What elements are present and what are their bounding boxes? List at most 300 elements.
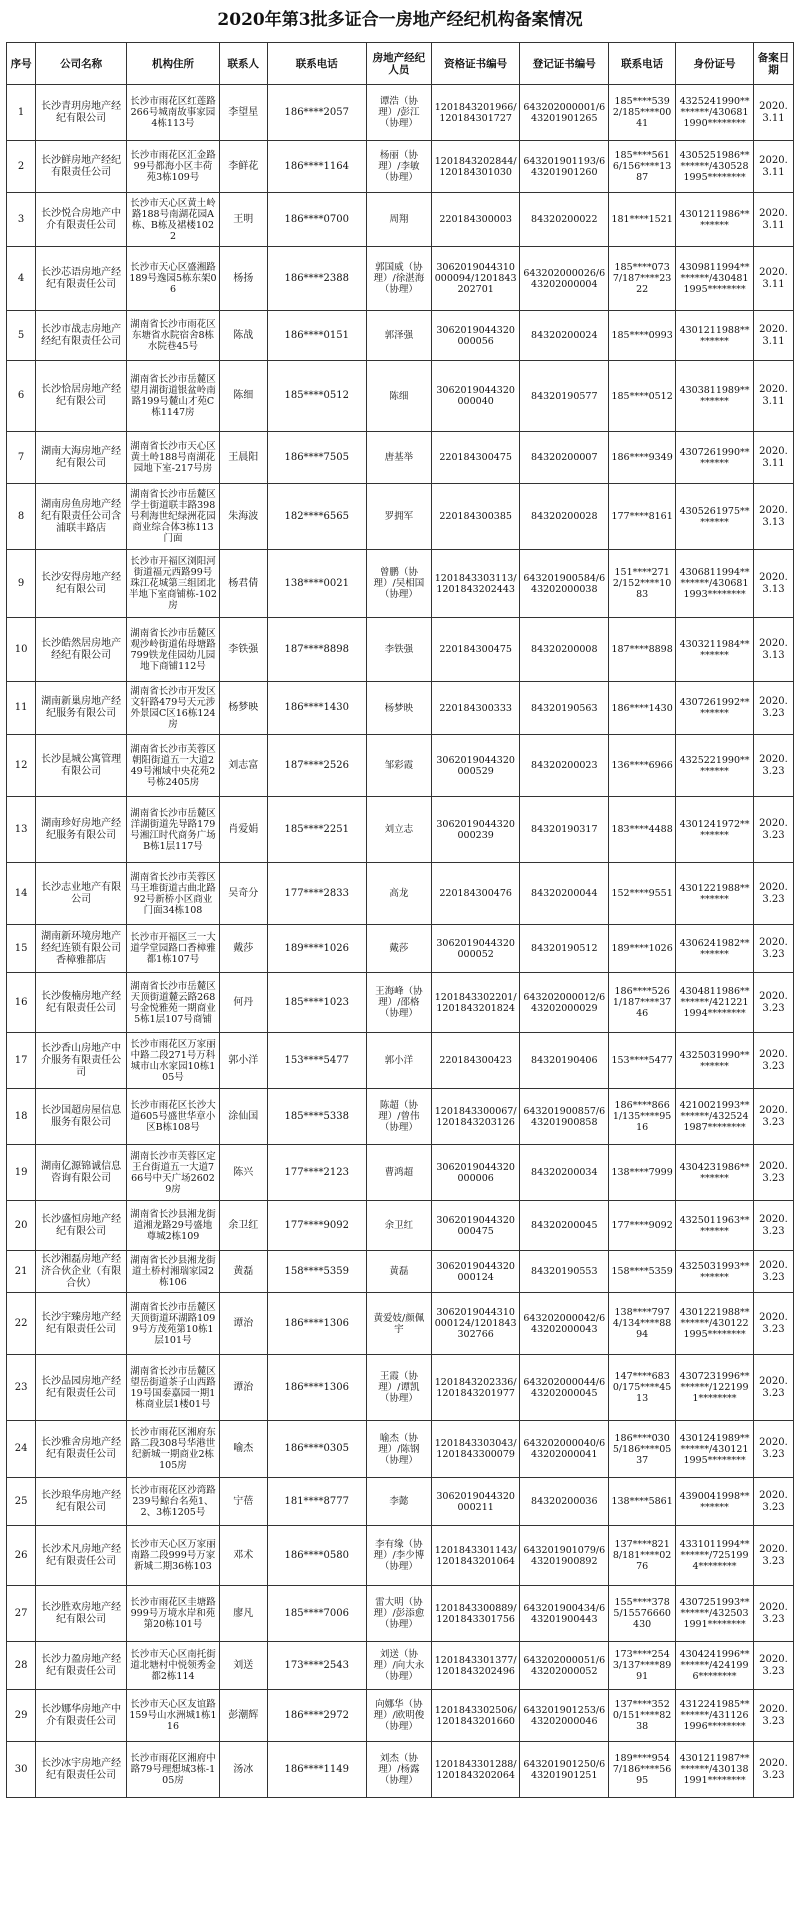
cell-reg: 84320190563 xyxy=(520,682,609,735)
cell-date: 2020.3.23 xyxy=(753,1526,793,1586)
table-row xyxy=(7,1742,794,1798)
cell-address: 长沙市开福区浏阳河街道福元西路99号珠江花城第三组团北半地下室商铺栋-102房 xyxy=(126,550,219,618)
col-header-cert: 资格证书编号 xyxy=(431,43,520,85)
cell-agent: 李懿 xyxy=(366,1478,431,1526)
cell-contact: 杨扬 xyxy=(219,247,267,311)
cell-contact: 何丹 xyxy=(219,973,267,1033)
col-header-date: 备案日期 xyxy=(753,43,793,85)
cell-company: 长沙品园房地产经纪有限责任公司 xyxy=(36,1355,127,1421)
cell-date: 2020.3.13 xyxy=(753,550,793,618)
cell-phone: 185****7006 xyxy=(267,1586,366,1642)
cell-reg: 84320200022 xyxy=(520,193,609,247)
cell-cert: 1201843302506/1201843201660 xyxy=(431,1690,520,1742)
cell-address: 湖南省长沙市雨花区东塘省水院宿舍8栋水院巷45号 xyxy=(126,311,219,361)
cell-phone: 186****0151 xyxy=(267,311,366,361)
cell-no: 30 xyxy=(7,1742,36,1798)
cell-reg: 84320200045 xyxy=(520,1201,609,1251)
cell-reg: 643202000012/643202000029 xyxy=(520,973,609,1033)
cell-phone: 153****5477 xyxy=(267,1033,366,1089)
cell-cert: 3062019044320000211 xyxy=(431,1478,520,1526)
cell-no: 8 xyxy=(7,484,36,550)
cell-no: 21 xyxy=(7,1251,36,1293)
cell-reg: 643202000001/643201901265 xyxy=(520,85,609,141)
cell-agent: 曾鹏（协理）/吴相国（协理） xyxy=(366,550,431,618)
cell-cert: 1201843301288/1201843202064 xyxy=(431,1742,520,1798)
cell-date: 2020.3.11 xyxy=(753,85,793,141)
cell-contact: 李望星 xyxy=(219,85,267,141)
cell-reg: 84320200007 xyxy=(520,432,609,484)
cell-id-no: 4325031990******** xyxy=(676,1033,754,1089)
cell-address: 长沙市天心区友谊路159号山水洲城1栋116 xyxy=(126,1690,219,1742)
cell-cert: 3062019044320000040 xyxy=(431,361,520,432)
cell-reg: 84320190406 xyxy=(520,1033,609,1089)
cell-agent: 王海峰（协理）/邵格（协理） xyxy=(366,973,431,1033)
cell-date: 2020.3.11 xyxy=(753,361,793,432)
cell-address: 湖南省长沙市岳麓区洋湖街道先导路179号湘江时代商务广场B栋1层117号 xyxy=(126,797,219,863)
cell-cert: 3062019044320000006 xyxy=(431,1145,520,1201)
cell-agent: 罗拥军 xyxy=(366,484,431,550)
cell-id-no: 4312241985********/4311261996******** xyxy=(676,1690,754,1742)
cell-cert: 220184300475 xyxy=(431,618,520,682)
cell-address: 湖南省长沙市开发区文轩路479号天元涉外景园C区16栋124房 xyxy=(126,682,219,735)
cell-phone: 158****5359 xyxy=(267,1251,366,1293)
col-header-contact: 联系人 xyxy=(219,43,267,85)
cell-agent: 余卫红 xyxy=(366,1201,431,1251)
cell-id-no: 4307251993********/4325031991******** xyxy=(676,1586,754,1642)
cell-agent: 唐基举 xyxy=(366,432,431,484)
cell-address: 湖南省长沙县湘龙街道土桥村湘瑞家园2栋106 xyxy=(126,1251,219,1293)
col-header-agent: 房地产经纪人员 xyxy=(366,43,431,85)
cell-cert: 220184300476 xyxy=(431,863,520,925)
cell-agent: 杨丽（协理）/李敏（协理） xyxy=(366,141,431,193)
cell-contact: 郭小洋 xyxy=(219,1033,267,1089)
cell-address: 湖南省长沙县湘龙街道湘龙路29号盛地尊城2栋109 xyxy=(126,1201,219,1251)
cell-company: 长沙鲜房地产经纪有限责任公司 xyxy=(36,141,127,193)
cell-address: 湖南长沙市芙蓉区定王台街道五一大道766号中天广场26029房 xyxy=(126,1145,219,1201)
cell-contact: 陈细 xyxy=(219,361,267,432)
cell-company: 长沙俊楠房地产经纪有限责任公司 xyxy=(36,973,127,1033)
cell-cert: 1201843202844/120184301030 xyxy=(431,141,520,193)
cell-contact: 杨梦映 xyxy=(219,682,267,735)
cell-date: 2020.3.11 xyxy=(753,311,793,361)
cell-address: 湖南省长沙市天心区黄土岭188号南湖花园地下室-217号房 xyxy=(126,432,219,484)
cell-id-no: 4325031993******** xyxy=(676,1251,754,1293)
cell-cert: 220184300003 xyxy=(431,193,520,247)
cell-contact: 李铁强 xyxy=(219,618,267,682)
cell-date: 2020.3.23 xyxy=(753,735,793,797)
cell-phone: 173****2543 xyxy=(267,1642,366,1690)
cell-no: 10 xyxy=(7,618,36,682)
cell-no: 20 xyxy=(7,1201,36,1251)
cell-date: 2020.3.23 xyxy=(753,925,793,973)
cell-address: 长沙市雨花区万家丽中路二段271号万科城市山水家园10栋105号 xyxy=(126,1033,219,1089)
cell-date: 2020.3.11 xyxy=(753,193,793,247)
cell-address: 湖南省长沙市岳麓区观沙岭街道佑母塘路799铁龙佳园幼儿园地下商铺112号 xyxy=(126,618,219,682)
cell-reg: 84320200008 xyxy=(520,618,609,682)
cell-reg: 643202000044/643202000045 xyxy=(520,1355,609,1421)
cell-agent-phone: 183****4488 xyxy=(609,797,676,863)
cell-address: 长沙市天心区万家丽南路二段999号万家新城二期36栋103 xyxy=(126,1526,219,1586)
cell-contact: 彭潮辉 xyxy=(219,1690,267,1742)
cell-agent: 刘立志 xyxy=(366,797,431,863)
cell-contact: 肖爱娟 xyxy=(219,797,267,863)
cell-reg: 643202000040/643202000041 xyxy=(520,1421,609,1478)
cell-date: 2020.3.13 xyxy=(753,618,793,682)
table-row xyxy=(7,550,794,618)
cell-cert: 3062019044310000094/1201843202701 xyxy=(431,247,520,311)
cell-company: 长沙术凡房地产经纪有限责任公司 xyxy=(36,1526,127,1586)
cell-phone: 181****8777 xyxy=(267,1478,366,1526)
col-header-agent-phone: 联系电话 xyxy=(609,43,676,85)
cell-agent-phone: 185****5392/185****0041 xyxy=(609,85,676,141)
cell-phone: 186****7505 xyxy=(267,432,366,484)
cell-agent: 向娜华（协理）/欧明俊（协理） xyxy=(366,1690,431,1742)
cell-id-no: 4301211987********/4301381991******** xyxy=(676,1742,754,1798)
cell-date: 2020.3.23 xyxy=(753,863,793,925)
cell-cert: 3062019044320000475 xyxy=(431,1201,520,1251)
cell-address: 湖南省长沙市岳麓区天顶街道环湖路1099号方茂苑第10栋1层101号 xyxy=(126,1293,219,1355)
table-row xyxy=(7,735,794,797)
cell-cert: 1201843303043/1201843300079 xyxy=(431,1421,520,1478)
cell-company: 长沙琅华房地产经纪有限公司 xyxy=(36,1478,127,1526)
table-row xyxy=(7,1690,794,1742)
cell-date: 2020.3.23 xyxy=(753,1089,793,1145)
cell-company: 长沙雅舍房地产经纪有限责任公司 xyxy=(36,1421,127,1478)
cell-contact: 涂仙国 xyxy=(219,1089,267,1145)
cell-phone: 177****9092 xyxy=(267,1201,366,1251)
cell-id-no: 4307261992******** xyxy=(676,682,754,735)
cell-address: 湖南省长沙市芙蓉区马王堆街道古曲北路92号新桥小区商业门面34栋108 xyxy=(126,863,219,925)
cell-agent-phone: 185****0512 xyxy=(609,361,676,432)
cell-contact: 刘送 xyxy=(219,1642,267,1690)
cell-agent: 杨梦映 xyxy=(366,682,431,735)
cell-agent-phone: 138****5861 xyxy=(609,1478,676,1526)
cell-address: 湖南省长沙市岳麓区天顶街道麓云路268号金悦雅苑一期商业5栋1层107号商铺 xyxy=(126,973,219,1033)
cell-agent: 郭小洋 xyxy=(366,1033,431,1089)
cell-id-no: 4305261975******** xyxy=(676,484,754,550)
cell-agent-phone: 186****1430 xyxy=(609,682,676,735)
cell-reg: 643201900584/643202000038 xyxy=(520,550,609,618)
cell-agent-phone: 155****3785/15576660430 xyxy=(609,1586,676,1642)
cell-contact: 谭治 xyxy=(219,1355,267,1421)
cell-agent: 黄磊 xyxy=(366,1251,431,1293)
cell-agent-phone: 186****8661/135****9516 xyxy=(609,1089,676,1145)
cell-company: 长沙冰宇房地产经纪有限责任公司 xyxy=(36,1742,127,1798)
cell-agent: 雷大明（协理）/彭添愈（协理） xyxy=(366,1586,431,1642)
cell-no: 2 xyxy=(7,141,36,193)
cell-company: 长沙娜华房地产中介有限责任公司 xyxy=(36,1690,127,1742)
cell-id-no: 4325241990********/4306811990******** xyxy=(676,85,754,141)
cell-address: 湖南省长沙市岳麓区望月湖街道银盆岭南路199号麓山才苑C栋1147房 xyxy=(126,361,219,432)
cell-agent: 刘送（协理）/向大永（协理） xyxy=(366,1642,431,1690)
cell-id-no: 4301241972******** xyxy=(676,797,754,863)
table-row xyxy=(7,1586,794,1642)
cell-company: 长沙志业地产有限公司 xyxy=(36,863,127,925)
cell-company: 长沙宇臻房地产经纪有限责任公司 xyxy=(36,1293,127,1355)
table-row xyxy=(7,85,794,141)
cell-id-no: 4390041998******** xyxy=(676,1478,754,1526)
table-body xyxy=(7,85,794,1798)
cell-no: 7 xyxy=(7,432,36,484)
cell-address: 长沙市雨花区汇金路99号都海小区丰荷苑3栋109号 xyxy=(126,141,219,193)
cell-cert: 1201843302201/1201843201824 xyxy=(431,973,520,1033)
cell-date: 2020.3.23 xyxy=(753,1586,793,1642)
cell-no: 14 xyxy=(7,863,36,925)
cell-phone: 186****2388 xyxy=(267,247,366,311)
cell-agent: 李有缘（协理）/李少博（协理） xyxy=(366,1526,431,1586)
cell-reg: 643201900434/643201900443 xyxy=(520,1586,609,1642)
cell-phone: 186****1149 xyxy=(267,1742,366,1798)
cell-agent-phone: 185****0737/187****2322 xyxy=(609,247,676,311)
cell-agent: 高龙 xyxy=(366,863,431,925)
cell-id-no: 4301241989********/4301211995******** xyxy=(676,1421,754,1478)
cell-no: 5 xyxy=(7,311,36,361)
cell-phone: 138****0021 xyxy=(267,550,366,618)
cell-agent-phone: 173****2543/137****8991 xyxy=(609,1642,676,1690)
cell-no: 25 xyxy=(7,1478,36,1526)
cell-date: 2020.3.23 xyxy=(753,1355,793,1421)
cell-agent-phone: 153****5477 xyxy=(609,1033,676,1089)
table-row xyxy=(7,193,794,247)
cell-no: 16 xyxy=(7,973,36,1033)
cell-phone: 186****0305 xyxy=(267,1421,366,1478)
cell-phone: 186****0580 xyxy=(267,1526,366,1586)
cell-no: 12 xyxy=(7,735,36,797)
cell-reg: 84320200028 xyxy=(520,484,609,550)
cell-no: 6 xyxy=(7,361,36,432)
cell-agent-phone: 152****9551 xyxy=(609,863,676,925)
cell-no: 26 xyxy=(7,1526,36,1586)
cell-phone: 182****6565 xyxy=(267,484,366,550)
cell-phone: 187****2526 xyxy=(267,735,366,797)
cell-contact: 陈战 xyxy=(219,311,267,361)
cell-no: 28 xyxy=(7,1642,36,1690)
cell-company: 湖南大海房地产经纪有限公司 xyxy=(36,432,127,484)
cell-agent-phone: 189****9547/186****5695 xyxy=(609,1742,676,1798)
cell-contact: 刘志富 xyxy=(219,735,267,797)
cell-id-no: 4309811994********/4304811995******** xyxy=(676,247,754,311)
cell-cert: 1201843300889/1201843301756 xyxy=(431,1586,520,1642)
cell-cert: 1201843300067/1201843203126 xyxy=(431,1089,520,1145)
table-row xyxy=(7,973,794,1033)
cell-reg: 643201901250/643201901251 xyxy=(520,1742,609,1798)
cell-cert: 1201843201966/120184301727 xyxy=(431,85,520,141)
cell-agent: 曹鸿超 xyxy=(366,1145,431,1201)
cell-date: 2020.3.11 xyxy=(753,432,793,484)
cell-contact: 朱海波 xyxy=(219,484,267,550)
cell-phone: 186****1430 xyxy=(267,682,366,735)
cell-date: 2020.3.23 xyxy=(753,1251,793,1293)
cell-phone: 186****2972 xyxy=(267,1690,366,1742)
cell-address: 长沙市雨花区圭塘路999号万境水岸和苑第20栋101号 xyxy=(126,1586,219,1642)
cell-date: 2020.3.11 xyxy=(753,141,793,193)
cell-no: 27 xyxy=(7,1586,36,1642)
cell-id-no: 4301221988******** xyxy=(676,863,754,925)
cell-date: 2020.3.23 xyxy=(753,973,793,1033)
col-header-company: 公司名称 xyxy=(36,43,127,85)
cell-id-no: 4306241982******** xyxy=(676,925,754,973)
cell-agent: 陈细 xyxy=(366,361,431,432)
cell-id-no: 4307261990******** xyxy=(676,432,754,484)
table-row xyxy=(7,432,794,484)
cell-cert: 220184300423 xyxy=(431,1033,520,1089)
table-row xyxy=(7,1355,794,1421)
registration-table xyxy=(6,42,794,1798)
table-row xyxy=(7,141,794,193)
cell-contact: 廖凡 xyxy=(219,1586,267,1642)
cell-cert: 3062019044320000239 xyxy=(431,797,520,863)
cell-agent-phone: 177****8161 xyxy=(609,484,676,550)
cell-phone: 186****1164 xyxy=(267,141,366,193)
cell-contact: 汤冰 xyxy=(219,1742,267,1798)
col-header-reg: 登记证书编号 xyxy=(520,43,609,85)
col-header-phone: 联系电话 xyxy=(267,43,366,85)
cell-reg: 84320200034 xyxy=(520,1145,609,1201)
table-row xyxy=(7,1089,794,1145)
cell-agent-phone: 151****2712/152****1083 xyxy=(609,550,676,618)
table-row xyxy=(7,925,794,973)
cell-id-no: 4325221990******** xyxy=(676,735,754,797)
cell-reg: 643202000026/643202000004 xyxy=(520,247,609,311)
cell-company: 长沙青玥房地产经纪有限公司 xyxy=(36,85,127,141)
cell-company: 长沙芯语房地产经纪有限责任公司 xyxy=(36,247,127,311)
table-row xyxy=(7,797,794,863)
cell-company: 湖南新巢房地产经纪服务有限公司 xyxy=(36,682,127,735)
cell-company: 长沙皓然居房地产经纪有限公司 xyxy=(36,618,127,682)
cell-cert: 3062019044320000124 xyxy=(431,1251,520,1293)
cell-cert: 1201843202336/1201843201977 xyxy=(431,1355,520,1421)
cell-id-no: 4301211988******** xyxy=(676,311,754,361)
cell-id-no: 4304241996********/4241996******** xyxy=(676,1642,754,1690)
cell-id-no: 4304811986********/4212211994******** xyxy=(676,973,754,1033)
cell-cert: 3062019044320000529 xyxy=(431,735,520,797)
cell-contact: 吴奇分 xyxy=(219,863,267,925)
cell-cert: 1201843303113/1201843202443 xyxy=(431,550,520,618)
cell-phone: 186****1306 xyxy=(267,1293,366,1355)
col-header-address: 机构住所 xyxy=(126,43,219,85)
cell-contact: 黄磊 xyxy=(219,1251,267,1293)
cell-company: 湖南亿源锦诚信息咨询有限公司 xyxy=(36,1145,127,1201)
cell-date: 2020.3.23 xyxy=(753,682,793,735)
cell-address: 长沙市雨花区湘府东路二段308号华港世纪新城一期商业2栋105房 xyxy=(126,1421,219,1478)
cell-phone: 185****2251 xyxy=(267,797,366,863)
cell-agent-phone: 186****5261/187****3746 xyxy=(609,973,676,1033)
cell-agent-phone: 137****3520/151****8238 xyxy=(609,1690,676,1742)
cell-agent-phone: 136****6966 xyxy=(609,735,676,797)
cell-contact: 邓术 xyxy=(219,1526,267,1586)
cell-cert: 3062019044320000052 xyxy=(431,925,520,973)
cell-contact: 李鲜花 xyxy=(219,141,267,193)
table-row xyxy=(7,1526,794,1586)
cell-agent: 郭泽强 xyxy=(366,311,431,361)
cell-reg: 643201901193/643201901260 xyxy=(520,141,609,193)
cell-agent: 邹彩霞 xyxy=(366,735,431,797)
cell-company: 湖南新环境房地产经纪连锁有限公司香樟雅都店 xyxy=(36,925,127,973)
cell-reg: 84320200024 xyxy=(520,311,609,361)
col-header-no: 序号 xyxy=(7,43,36,85)
cell-no: 19 xyxy=(7,1145,36,1201)
cell-address: 长沙市天心区黄土岭路188号南湖花园A栋、B栋及裙楼1022 xyxy=(126,193,219,247)
cell-no: 4 xyxy=(7,247,36,311)
cell-phone: 189****1026 xyxy=(267,925,366,973)
cell-date: 2020.3.23 xyxy=(753,1742,793,1798)
cell-agent: 黄爱妓/颜佩宇 xyxy=(366,1293,431,1355)
cell-company: 湖南房鱼房地产经纪有限责任公司含浦联丰路店 xyxy=(36,484,127,550)
cell-id-no: 4307231996********/1221991******** xyxy=(676,1355,754,1421)
cell-date: 2020.3.23 xyxy=(753,1145,793,1201)
table-row xyxy=(7,1478,794,1526)
table-row xyxy=(7,1421,794,1478)
col-header-id: 身份证号 xyxy=(676,43,754,85)
cell-company: 长沙昆城公寓管理有限公司 xyxy=(36,735,127,797)
table-row xyxy=(7,247,794,311)
cell-id-no: 4301211986******** xyxy=(676,193,754,247)
cell-phone: 185****0512 xyxy=(267,361,366,432)
cell-phone: 186****0700 xyxy=(267,193,366,247)
cell-company: 长沙湘磊房地产经济合伙企业（有限合伙） xyxy=(36,1251,127,1293)
cell-agent-phone: 185****0993 xyxy=(609,311,676,361)
cell-no: 23 xyxy=(7,1355,36,1421)
cell-cert: 1201843301377/1201843202496 xyxy=(431,1642,520,1690)
cell-reg: 84320200044 xyxy=(520,863,609,925)
cell-reg: 84320190512 xyxy=(520,925,609,973)
cell-company: 长沙市战志房地产经纪有限责任公司 xyxy=(36,311,127,361)
cell-company: 长沙力盈房地产经纪有限责任公司 xyxy=(36,1642,127,1690)
cell-cert: 220184300385 xyxy=(431,484,520,550)
cell-phone: 177****2833 xyxy=(267,863,366,925)
cell-company: 长沙盛恒房地产经纪有限公司 xyxy=(36,1201,127,1251)
cell-agent-phone: 138****7999 xyxy=(609,1145,676,1201)
cell-company: 长沙恰居房地产经纪有限公司 xyxy=(36,361,127,432)
cell-no: 13 xyxy=(7,797,36,863)
table-row xyxy=(7,361,794,432)
cell-id-no: 4303811989******** xyxy=(676,361,754,432)
cell-reg: 84320190553 xyxy=(520,1251,609,1293)
cell-id-no: 4301221988********/4301221995******** xyxy=(676,1293,754,1355)
cell-reg: 84320200036 xyxy=(520,1478,609,1526)
cell-reg: 643201900857/643201900858 xyxy=(520,1089,609,1145)
document-title: 2020年第3批多证合一房地产经纪机构备案情况 xyxy=(217,10,583,30)
cell-address: 长沙市雨花区长沙大道605号盛世华章小区B栋108号 xyxy=(126,1089,219,1145)
cell-phone: 186****2057 xyxy=(267,85,366,141)
cell-phone: 185****5338 xyxy=(267,1089,366,1145)
cell-agent-phone: 158****5359 xyxy=(609,1251,676,1293)
cell-date: 2020.3.13 xyxy=(753,484,793,550)
cell-contact: 陈兴 xyxy=(219,1145,267,1201)
cell-reg: 643201901253/643202000046 xyxy=(520,1690,609,1742)
cell-agent: 王霞（协理）/谭凯（协理） xyxy=(366,1355,431,1421)
cell-agent-phone: 138****7974/134****8894 xyxy=(609,1293,676,1355)
cell-cert: 220184300333 xyxy=(431,682,520,735)
cell-no: 22 xyxy=(7,1293,36,1355)
cell-no: 15 xyxy=(7,925,36,973)
cell-no: 9 xyxy=(7,550,36,618)
cell-id-no: 4325011963******** xyxy=(676,1201,754,1251)
cell-agent-phone: 185****5616/156****1387 xyxy=(609,141,676,193)
cell-company: 长沙安得房地产经纪有限公司 xyxy=(36,550,127,618)
table-row xyxy=(7,1145,794,1201)
cell-date: 2020.3.11 xyxy=(753,247,793,311)
cell-agent: 戴莎 xyxy=(366,925,431,973)
cell-agent-phone: 137****8218/181****0276 xyxy=(609,1526,676,1586)
cell-address: 长沙市天心区盛湘路189号逸园5栋东架06 xyxy=(126,247,219,311)
cell-agent-phone: 181****1521 xyxy=(609,193,676,247)
table-row xyxy=(7,484,794,550)
cell-contact: 王明 xyxy=(219,193,267,247)
table-row xyxy=(7,1293,794,1355)
cell-phone: 186****1306 xyxy=(267,1355,366,1421)
table-row xyxy=(7,311,794,361)
